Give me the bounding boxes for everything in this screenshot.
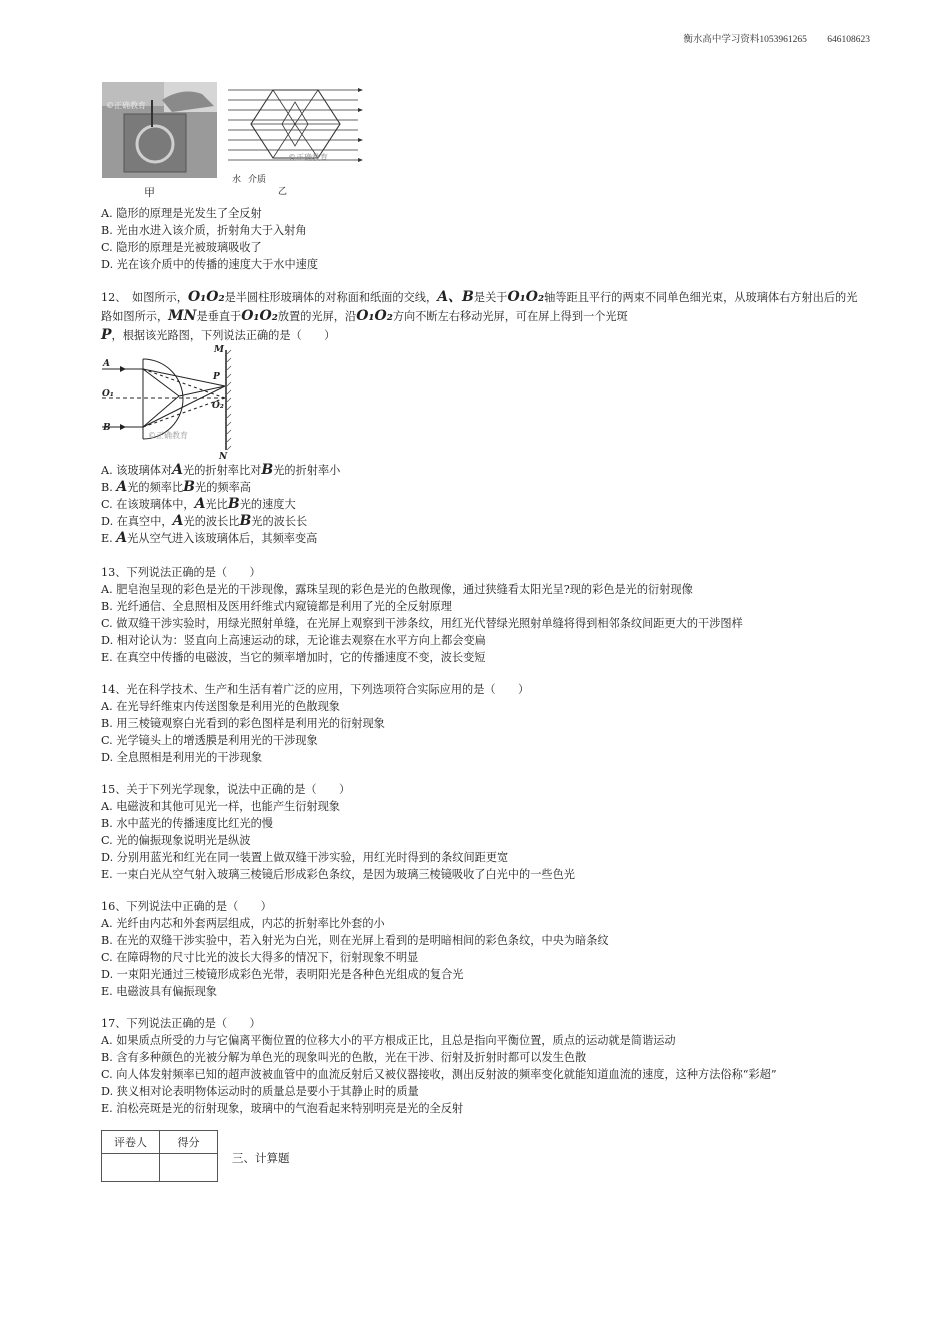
question-14 (101, 681, 861, 766)
header-source: 衡水高中学习资料1053961265 (683, 35, 807, 45)
option-d: D. 光在该介质中的传播的速度大于水中速度 (101, 258, 319, 271)
question-stem: 13、下列说法正确的是（ ） (101, 566, 261, 579)
option-d: D. 狭义相对论表明物体运动时的质量总是要小于其静止时的质量 (101, 1085, 419, 1098)
figure-jia-photo (102, 82, 217, 200)
figure-jia-label: 甲 (144, 186, 155, 199)
option-b: B. 在光的双缝干涉实验中，若入射光为白光，则在光屏上看到的是明暗相间的彩色条纹，中央为暗条纹 (101, 934, 609, 947)
grader-header: 评卷人 (102, 1131, 160, 1154)
option-c: C. 隐形的原理是光被玻璃吸收了 (101, 241, 262, 254)
option-e: E. A光从空气进入该玻璃体后，其频率变高 (101, 530, 318, 546)
option-d: D. 一束阳光通过三棱镜形成彩色光带，表明阳光是各种色光组成的复合光 (101, 968, 464, 981)
label-o2: O₂ (212, 401, 224, 411)
option-b: B. A光的频率比B光的频率高 (101, 479, 251, 495)
option-e: E. 泊松亮斑是光的衍射现象，玻璃中的气泡看起来特别明亮是光的全反射 (101, 1102, 464, 1115)
label-a: A (103, 359, 110, 369)
option-a: A. 光纤由内芯和外套两层组成，内芯的折射率比外套的小 (101, 917, 385, 930)
score-cell[interactable] (160, 1154, 218, 1182)
option-c: C. 向人体发射频率已知的超声波被血管中的血流反射后又被仪器接收，测出反射波的频率变化就能知道血流的速度，这种方法俗称“彩超” (101, 1068, 777, 1081)
label-p: P (213, 372, 220, 382)
question-stem: 17、下列说法正确的是（ ） (101, 1017, 261, 1030)
option-e: E. 一束白光从空气射入玻璃三棱镜后形成彩色条纹，是因为玻璃三棱镜吸收了白光中的一些色光 (101, 868, 575, 881)
figure-yi-diagram (228, 82, 363, 204)
question-13 (101, 564, 861, 666)
score-table (101, 1130, 218, 1182)
option-d: D. 相对论认为：竖直向上高速运动的球，无论谁去观察在水平方向上都会变扁 (101, 634, 486, 647)
option-a: A. 在光导纤维束内传送图象是利用光的色散现象 (101, 700, 340, 713)
option-e: E. 在真空中传播的电磁波，当它的频率增加时，它的传播速度不变，波长变短 (101, 651, 486, 664)
section-title: 三、计算题 (232, 1151, 290, 1165)
option-d: D. 全息照相是利用光的干涉现象 (101, 751, 263, 764)
option-b: B. 水中蓝光的传播速度比红光的慢 (101, 817, 273, 830)
option-e: E. 电磁波具有偏振现象 (101, 985, 217, 998)
question-stem: 14、光在科学技术、生产和生活有着广泛的应用，下列选项符合实际应用的是（ ） (101, 683, 530, 696)
option-c: C. 做双缝干涉实验时，用绿光照射单缝，在光屏上观察到干涉条纹，用红光代替绿光照射单缝将得到相邻条纹间距更大的干涉图样 (101, 617, 743, 630)
option-c: C. 在该玻璃体中，A光比B光的速度大 (101, 496, 296, 512)
watermark-text: ©正确教育 (288, 153, 328, 162)
question-stem: 16、下列说法中正确的是（ ） (101, 900, 272, 913)
question-stem: 12、 如图所示，O₁O₂是半圆柱形玻璃体的对称面和纸面的交线，A、B是关于O₁O₂轴等距且平行的两束不同单色细光束，从玻璃体右方射出后的光路如图所示，MN是垂直于O₁O₂放置的光屏，沿O₁O₂方向不断左右移动光屏，可在屏上得到一个光斑P，根据该光路图，下列说法正确的是（ ） (101, 289, 858, 343)
label-o1: O₁ (102, 389, 114, 399)
question-15 (101, 781, 861, 883)
question-stem: 15、关于下列光学现象，说法中正确的是（ ） (101, 783, 351, 796)
option-b: B. 光由水进入该介质，折射角大于入射角 (101, 224, 307, 237)
option-c: C. 光的偏振现象说明光是纵波 (101, 834, 251, 847)
header-qq: 646108623 (827, 35, 870, 45)
option-a: A. 电磁波和其他可见光一样，也能产生衍射现象 (101, 800, 340, 813)
question-12-options (101, 462, 861, 547)
option-a: A. 如果质点所受的力与它偏离平衡位置的位移大小的平方根成正比，且总是指向平衡位置，质点的运动就是简谐运动 (101, 1034, 676, 1047)
option-b: B. 用三棱镜观察白光看到的彩色图样是利用光的衍射现象 (101, 717, 385, 730)
label-medium: 介质 (248, 175, 267, 185)
label-water: 水 (232, 175, 242, 185)
option-d: D. 在真空中，A光的波长比B光的波长长 (101, 513, 308, 529)
question-12 (101, 288, 861, 345)
label-m: M (214, 345, 224, 355)
option-c: C. 光学镜头上的增透膜是利用光的干涉现象 (101, 734, 318, 747)
figure-yi-label: 乙 (278, 187, 288, 197)
figure-semicylinder (100, 342, 240, 464)
score-header: 得分 (160, 1131, 218, 1154)
option-a: A. 该玻璃体对A光的折射率比对B光的折射率小 (101, 462, 341, 478)
label-n: N (219, 452, 228, 460)
question-17 (101, 1015, 861, 1117)
option-a: A. 隐形的原理是光发生了全反射 (101, 207, 262, 220)
option-a: A. 肥皂泡呈现的彩色是光的干涉现像，露珠呈现的彩色是光的色散现像，通过狭缝看太阳光呈?现的彩色是光的衍射现像 (101, 583, 693, 596)
label-b: B (103, 423, 111, 433)
grader-cell[interactable] (102, 1154, 160, 1182)
option-d: D. 分别用蓝光和红光在同一装置上做双缝干涉实验，用红光时得到的条纹间距更宽 (101, 851, 509, 864)
question-16 (101, 898, 861, 1000)
option-b: B. 含有多种颜色的光被分解为单色光的现象叫光的色散，光在干涉、衍射及折射时都可以发生色散 (101, 1051, 587, 1064)
option-c: C. 在障碍物的尺寸比光的波长大得多的情况下，衍射现象不明显 (101, 951, 419, 964)
watermark-text: ©正确教育 (148, 431, 188, 440)
option-b: B. 光纤通信、全息照相及医用纤维式内窥镜都是利用了光的全反射原理 (101, 600, 452, 613)
question-11 (101, 205, 861, 273)
page-header (683, 31, 870, 45)
watermark-text: ©正确教育 (106, 101, 146, 110)
